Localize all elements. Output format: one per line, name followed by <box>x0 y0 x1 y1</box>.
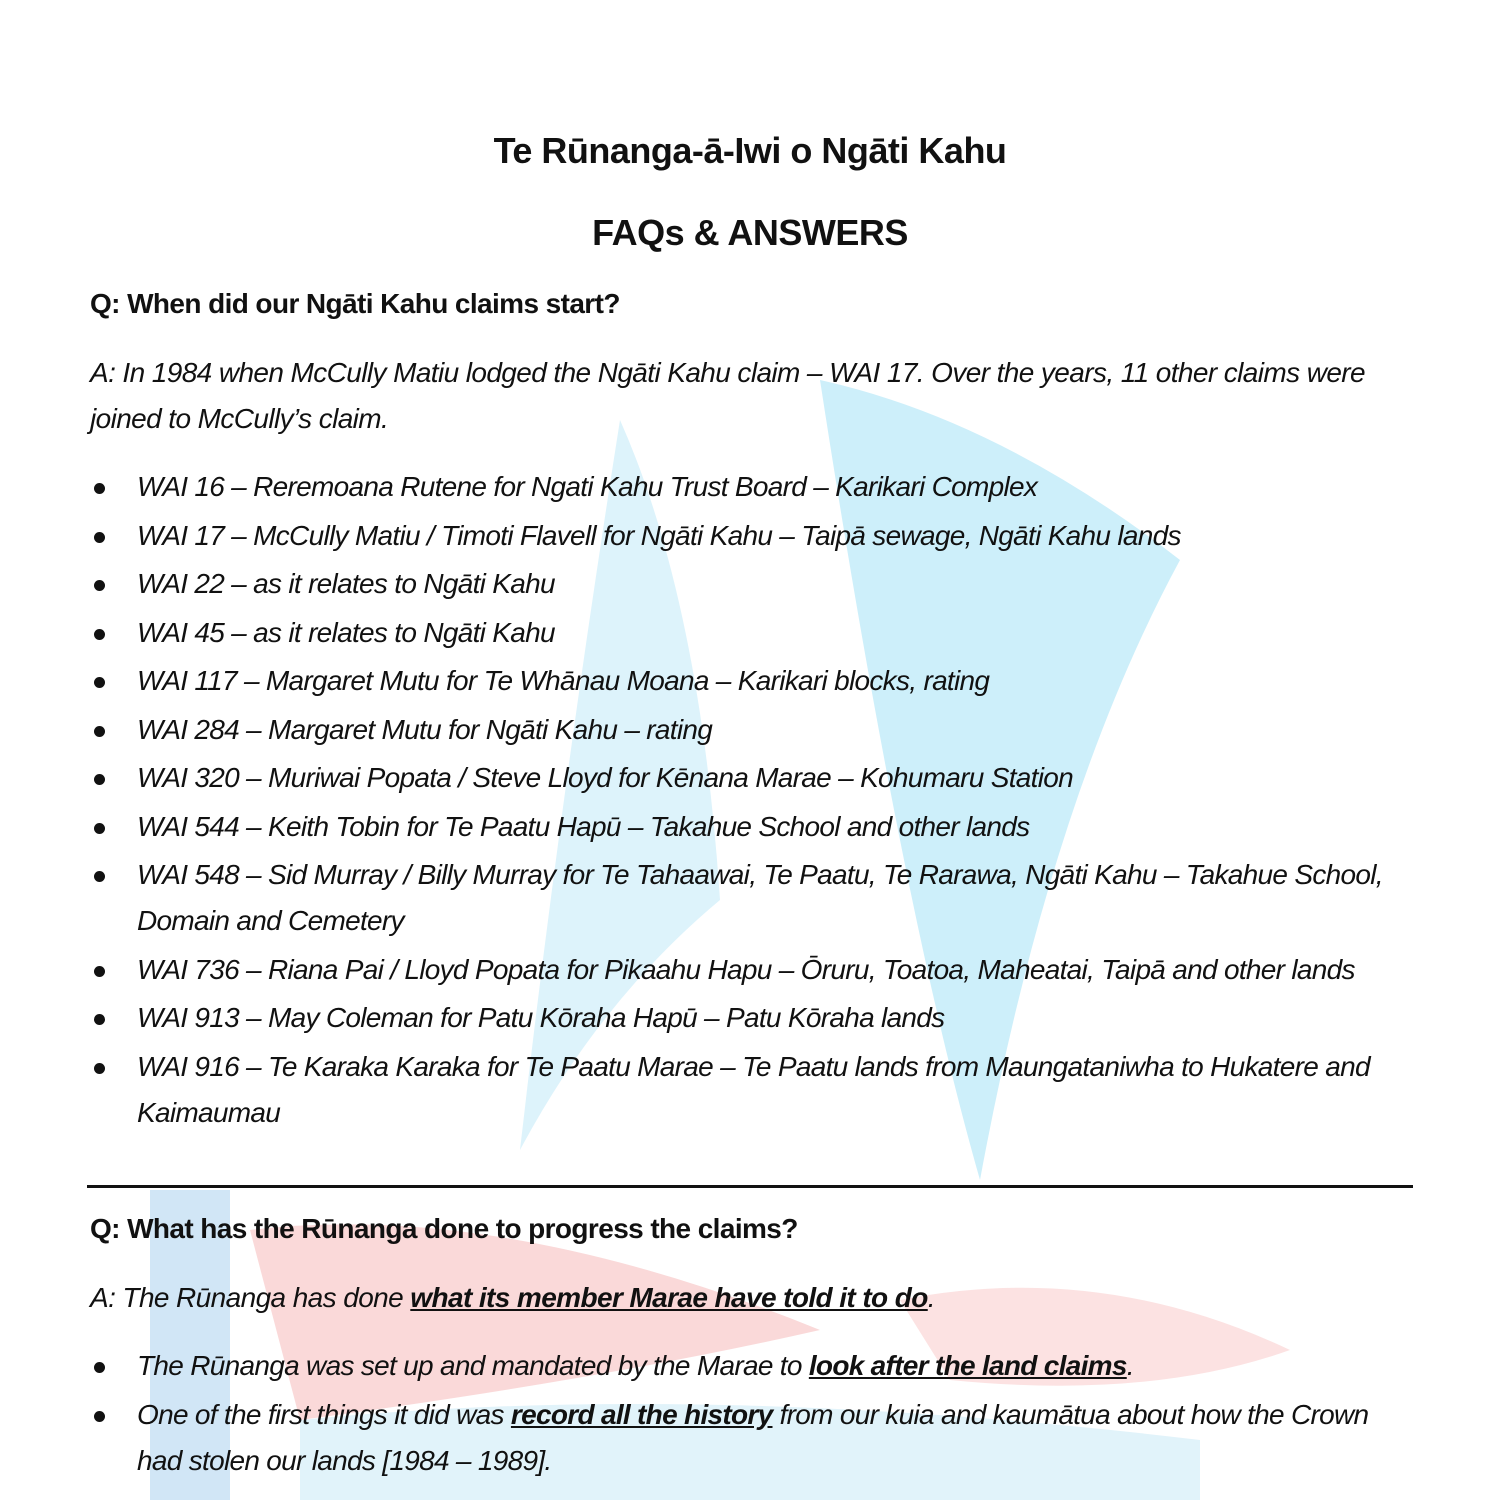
answer-text: A: The Rūnanga has done <box>90 1282 411 1313</box>
list-item: WAI 45 – as it relates to Ngāti Kahu <box>90 610 1420 656</box>
list-item: WAI 284 – Margaret Mutu for Ngāti Kahu – rating <box>90 707 1420 753</box>
question-2: Q: What has the Rūnanga done to progress the claims? <box>90 1213 798 1244</box>
item-emphasis: record all the history <box>510 1398 773 1430</box>
answer-text: . <box>927 1282 935 1313</box>
item-text: . <box>1126 1350 1134 1381</box>
answer-2 <box>90 1275 1410 1321</box>
list-item <box>90 1343 1420 1389</box>
list-item: WAI 117 – Margaret Mutu for Te Whānau Moana – Karikari blocks, rating <box>90 658 1420 704</box>
list-item: WAI 320 – Muriwai Popata / Steve Lloyd for Kēnana Marae – Kohumaru Station <box>90 755 1420 801</box>
section-divider <box>87 1185 1413 1188</box>
list-item: WAI 916 – Te Karaka Karaka for Te Paatu Marae – Te Paatu lands from Maungataniwha to Hukatere and Kaimaumau <box>90 1044 1420 1136</box>
list-item: WAI 16 – Reremoana Rutene for Ngati Kahu Trust Board – Karikari Complex <box>90 464 1420 510</box>
document-title: Te Rūnanga-ā-Iwi o Ngāti Kahu <box>493 130 1007 171</box>
list-item: WAI 913 – May Coleman for Patu Kōraha Hapū – Patu Kōraha lands <box>90 995 1420 1041</box>
claims-list <box>90 464 1420 1138</box>
runanga-actions-list <box>90 1343 1420 1486</box>
list-item: WAI 736 – Riana Pai / Lloyd Popata for Pikaahu Hapu – Ōruru, Toatoa, Maheatai, Taipā and other lands <box>90 947 1420 993</box>
item-text: The Rūnanga was set up and mandated by the Marae to <box>137 1350 809 1381</box>
list-item: WAI 544 – Keith Tobin for Te Paatu Hapū – Takahue School and other lands <box>90 804 1420 850</box>
item-text: from our kuia and kaumātua about how the Crown had stolen our lands [1984 – 1989]. <box>137 1398 1369 1476</box>
answer-1: A: In 1984 when McCully Matiu lodged the Ngāti Kahu claim – WAI 17. Over the years, 11 other claims were joined to McCully’s claim. <box>90 357 1365 434</box>
list-item: WAI 22 – as it relates to Ngāti Kahu <box>90 561 1420 607</box>
list-item: WAI 17 – McCully Matiu / Timoti Flavell for Ngāti Kahu – Taipā sewage, Ngāti Kahu lands <box>90 513 1420 559</box>
item-text: One of the first things it did was <box>137 1398 511 1430</box>
document-subtitle: FAQs & ANSWERS <box>592 212 908 253</box>
question-1: Q: When did our Ngāti Kahu claims start? <box>90 288 620 319</box>
list-item <box>90 1392 1420 1484</box>
item-emphasis: look after the land claims <box>808 1350 1127 1381</box>
list-item: WAI 548 – Sid Murray / Billy Murray for Te Tahaawai, Te Paatu, Te Rarawa, Ngāti Kahu – Takahue School, Domain and Cemetery <box>90 852 1420 944</box>
answer-emphasis: what its member Marae have told it to do <box>410 1282 928 1313</box>
